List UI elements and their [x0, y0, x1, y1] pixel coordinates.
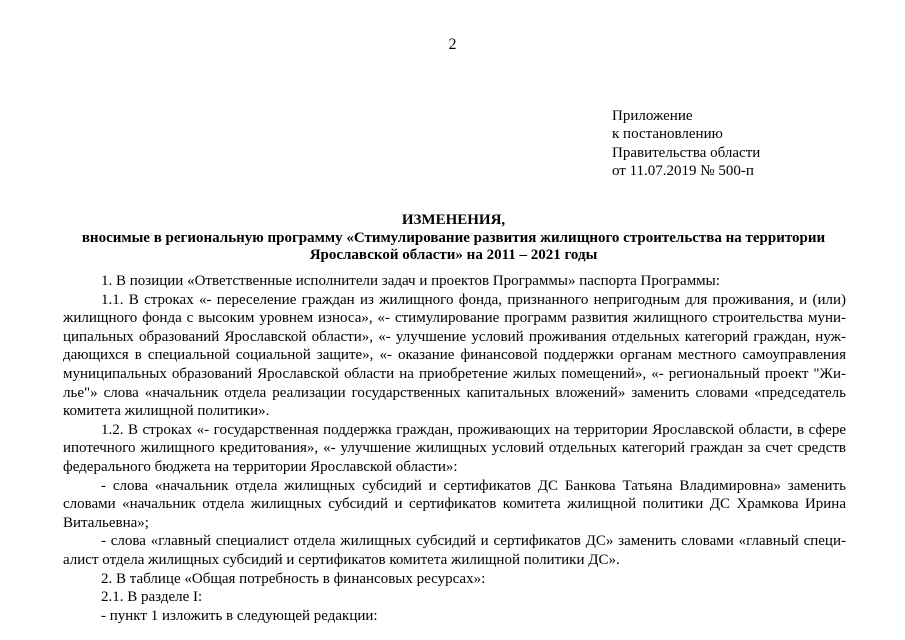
paragraph: 2. В таблице «Общая потребность в финансовых ресурсах»: [101, 570, 486, 587]
appendix-line: к постановлению [612, 126, 723, 143]
paragraph: - слова «начальник отдела жилищных субсидий и сертификатов ДС Банкова Татьяна Владимировна» заменить словами «начальник отдела жилищных субсидий и сертификатов комитета жилищной политики ДС Храмкова Ирина Витальевна»; [63, 477, 846, 531]
heading-title: ИЗМЕНЕНИЯ, [401, 212, 506, 228]
paragraph: - слова «главный специалист отдела жилищных субсидий и сертификатов ДС» заменить словами «главный специ-алист отдела жилищных субсидий и сертификатов комитета жилищной политики ДС». [63, 533, 846, 568]
heading-subtitle-line: вносимые в региональную программу «Стимулирование развития жилищного строительства на территории [81, 229, 826, 246]
heading-subtitle-line: Ярославской области» на 2011 – 2021 годы [309, 247, 598, 264]
document-heading [56, 212, 851, 265]
paragraph: 1. В позиции «Ответственные исполнители задач и проектов Программы» паспорта Программы: [101, 273, 720, 289]
paragraph: 1.2. В строках «- государственная поддержка граждан, проживающих на территории Ярославской области, в сфере ипотечного жилищного кредитования», «- улучшение жилищных условий отдельных категорий граждан за счет средств федерального бюджета на территории Ярославской области»: [63, 421, 846, 475]
document-body [63, 272, 846, 625]
appendix-line: от 11.07.2019 № 500-п [612, 162, 754, 179]
paragraph: - пункт 1 изложить в следующей редакции: [101, 607, 378, 624]
appendix-line: Приложение [612, 108, 693, 124]
appendix-line: Правительства области [612, 144, 761, 161]
paragraph: 2.1. В разделе I: [101, 589, 203, 606]
paragraph: 1.1. В строках «- переселение граждан из жилищного фонда, признанного непригодным для проживания, и (или) жилищного фонда с высоким уровнем износа», «- стимулирование программ развития жилищного строительства муни-ципальных образований Ярославской области», «- улучшение условий проживания отдельных категорий граждан, нуж-дающихся в специальной социальной защите», «- оказание финансовой поддержки органам местного самоуправления муниципальных образований Ярославской области на приобретение жилых помещений», «- региональный проект "Жи-лье"» слова «начальник отдела реализации государственных капитальных вложений» заменить словами «председатель комитета жилищной политики». [63, 291, 846, 420]
appendix-block [612, 107, 760, 180]
page-number: 2 [448, 36, 457, 53]
